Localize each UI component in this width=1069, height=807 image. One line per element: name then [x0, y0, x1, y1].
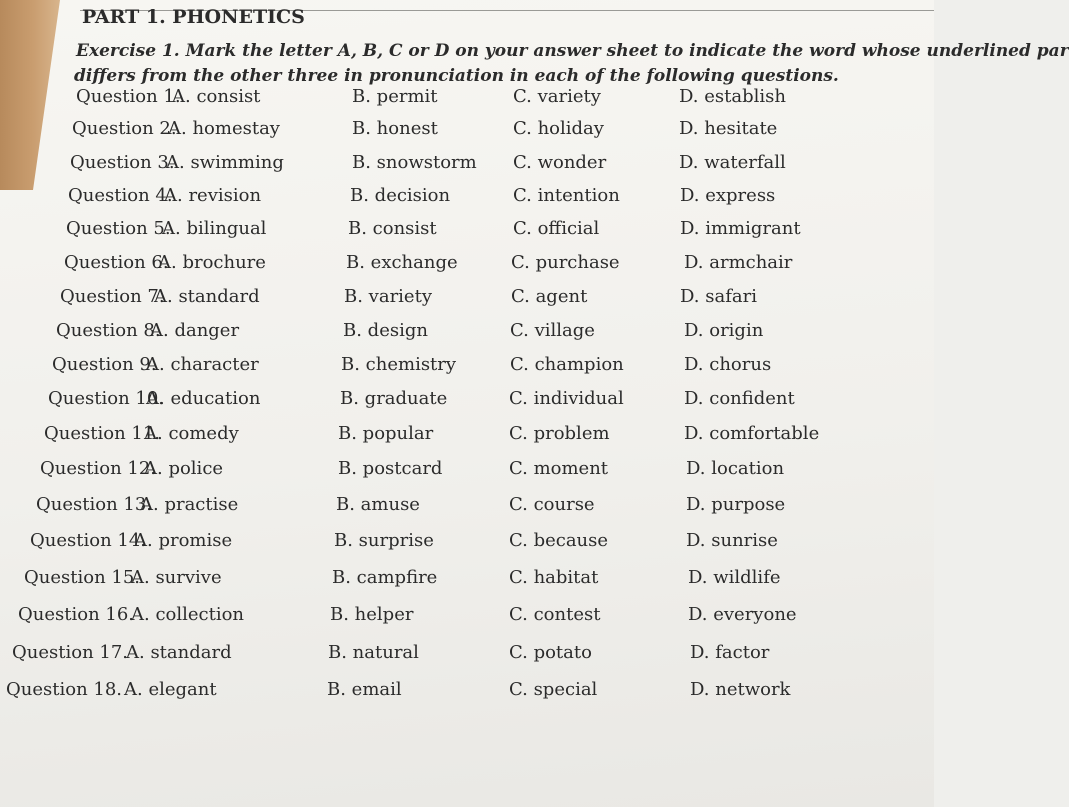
question-row-8 — [0, 320, 934, 350]
question-row-18 — [0, 679, 934, 709]
question-number: Question 5. — [66, 218, 171, 239]
option-b[interactable]: B. natural — [328, 642, 419, 663]
question-number: Question 13. — [36, 494, 153, 515]
option-b[interactable]: B. amuse — [336, 494, 420, 515]
option-c[interactable]: C. habitat — [509, 567, 599, 588]
question-row-4 — [0, 185, 934, 215]
option-b[interactable]: B. campfire — [332, 567, 438, 588]
question-row-17 — [0, 642, 934, 672]
option-c[interactable]: C. wonder — [513, 152, 607, 173]
option-a[interactable]: A. bilingual — [162, 218, 267, 239]
question-number: Question 2. — [72, 118, 177, 139]
option-b[interactable]: B. surprise — [334, 530, 434, 551]
option-c[interactable]: C. holiday — [513, 118, 604, 139]
question-number: Question 15. — [24, 567, 141, 588]
option-d[interactable]: D. immigrant — [680, 218, 801, 239]
option-d[interactable]: D. sunrise — [686, 530, 778, 551]
exercise-instruction-line2: differs from the other three in pronunciation in each of the following questions. — [74, 66, 839, 86]
question-row-14 — [0, 530, 934, 560]
option-b[interactable]: B. chemistry — [341, 354, 457, 375]
question-row-15 — [0, 567, 934, 597]
option-c[interactable]: C. intention — [513, 185, 620, 206]
question-number: Question 18. — [6, 679, 123, 700]
option-c[interactable]: C. problem — [509, 423, 610, 444]
option-b[interactable]: B. decision — [350, 185, 451, 206]
question-row-5 — [0, 218, 934, 248]
option-a[interactable]: A. standard — [126, 642, 232, 663]
option-c[interactable]: C. contest — [509, 604, 601, 625]
option-b[interactable]: B. snowstorm — [352, 152, 477, 173]
option-a[interactable]: A. homestay — [168, 118, 280, 139]
option-c[interactable]: C. purchase — [511, 252, 620, 273]
option-a[interactable]: A. practise — [140, 494, 239, 515]
exercise-instruction-line1: Exercise 1. Mark the letter A, B, C or D on your answer sheet to indicate the word whose underlined par — [76, 41, 1069, 61]
option-d[interactable]: D. safari — [680, 286, 757, 307]
question-number: Question 17. — [12, 642, 129, 663]
question-row-7 — [0, 286, 934, 316]
option-d[interactable]: D. waterfall — [679, 152, 786, 173]
question-number: Question 14. — [30, 530, 147, 551]
option-c[interactable]: C. special — [509, 679, 598, 700]
option-b[interactable]: B. exchange — [346, 252, 458, 273]
option-d[interactable]: D. wildlife — [688, 567, 781, 588]
option-b[interactable]: B. popular — [338, 423, 434, 444]
question-number: Question 16. — [18, 604, 135, 625]
question-number: Question 1. — [76, 86, 181, 107]
question-row-12 — [0, 458, 934, 488]
question-row-1 — [0, 86, 934, 116]
question-row-2 — [0, 118, 934, 148]
option-d[interactable]: D. purpose — [686, 494, 786, 515]
option-c[interactable]: C. agent — [511, 286, 588, 307]
option-a[interactable]: A. revision — [164, 185, 262, 206]
option-a[interactable]: A. consist — [172, 86, 261, 107]
option-c[interactable]: C. because — [509, 530, 609, 551]
question-number: Question 3. — [70, 152, 175, 173]
option-a[interactable]: A. elegant — [124, 679, 217, 700]
option-d[interactable]: D. confident — [684, 388, 795, 409]
option-d[interactable]: D. comfortable — [684, 423, 820, 444]
part-title: PART 1. PHONETICS — [82, 6, 305, 28]
option-d[interactable]: D. hesitate — [679, 118, 778, 139]
option-d[interactable]: D. network — [690, 679, 791, 700]
option-c[interactable]: C. village — [510, 320, 595, 341]
question-number: Question 12. — [40, 458, 157, 479]
option-c[interactable]: C. individual — [509, 388, 624, 409]
question-number: Question 9. — [52, 354, 157, 375]
option-a[interactable]: A. swimming — [166, 152, 284, 173]
question-row-3 — [0, 152, 934, 182]
option-b[interactable]: B. postcard — [338, 458, 443, 479]
question-row-11 — [0, 423, 934, 453]
option-b[interactable]: B. permit — [352, 86, 438, 107]
question-number: Question 11. — [44, 423, 161, 444]
question-row-16 — [0, 604, 934, 634]
question-number: Question 6. — [64, 252, 169, 273]
question-number: Question 8. — [56, 320, 161, 341]
option-a[interactable]: A. danger — [150, 320, 240, 341]
option-b[interactable]: B. variety — [344, 286, 432, 307]
option-c[interactable]: C. potato — [509, 642, 592, 663]
option-b[interactable]: B. helper — [330, 604, 414, 625]
option-b[interactable]: B. email — [327, 679, 402, 700]
option-c[interactable]: C. course — [509, 494, 595, 515]
option-a[interactable]: A. survive — [131, 567, 222, 588]
option-a[interactable]: A. standard — [154, 286, 260, 307]
option-d[interactable]: D. chorus — [684, 354, 772, 375]
option-a[interactable]: A. character — [146, 354, 259, 375]
option-c[interactable]: C. official — [513, 218, 600, 239]
option-c[interactable]: C. champion — [510, 354, 624, 375]
question-row-10 — [0, 388, 934, 418]
option-b[interactable]: B. graduate — [340, 388, 448, 409]
option-d[interactable]: D. location — [686, 458, 785, 479]
option-d[interactable]: D. everyone — [688, 604, 797, 625]
option-c[interactable]: C. variety — [513, 86, 601, 107]
option-a[interactable]: A. police — [144, 458, 224, 479]
option-d[interactable]: D. express — [680, 185, 776, 206]
option-a[interactable]: A. comedy — [144, 423, 239, 444]
option-c[interactable]: C. moment — [509, 458, 609, 479]
question-number: Question 4. — [68, 185, 173, 206]
option-b[interactable]: B. honest — [352, 118, 438, 139]
question-number: Question 10. — [48, 388, 165, 409]
option-a[interactable]: A. brochure — [158, 252, 266, 273]
option-a[interactable]: A. promise — [134, 530, 233, 551]
option-d[interactable]: D. establish — [679, 86, 786, 107]
question-row-9 — [0, 354, 934, 384]
question-row-6 — [0, 252, 934, 282]
question-row-13 — [0, 494, 934, 524]
option-a[interactable]: A. collection — [131, 604, 245, 625]
option-d[interactable]: D. factor — [690, 642, 770, 663]
option-d[interactable]: D. armchair — [684, 252, 793, 273]
question-number: Question 7. — [60, 286, 165, 307]
option-a[interactable]: A. education — [146, 388, 261, 409]
option-d[interactable]: D. origin — [684, 320, 764, 341]
option-b[interactable]: B. design — [343, 320, 428, 341]
option-b[interactable]: B. consist — [348, 218, 437, 239]
